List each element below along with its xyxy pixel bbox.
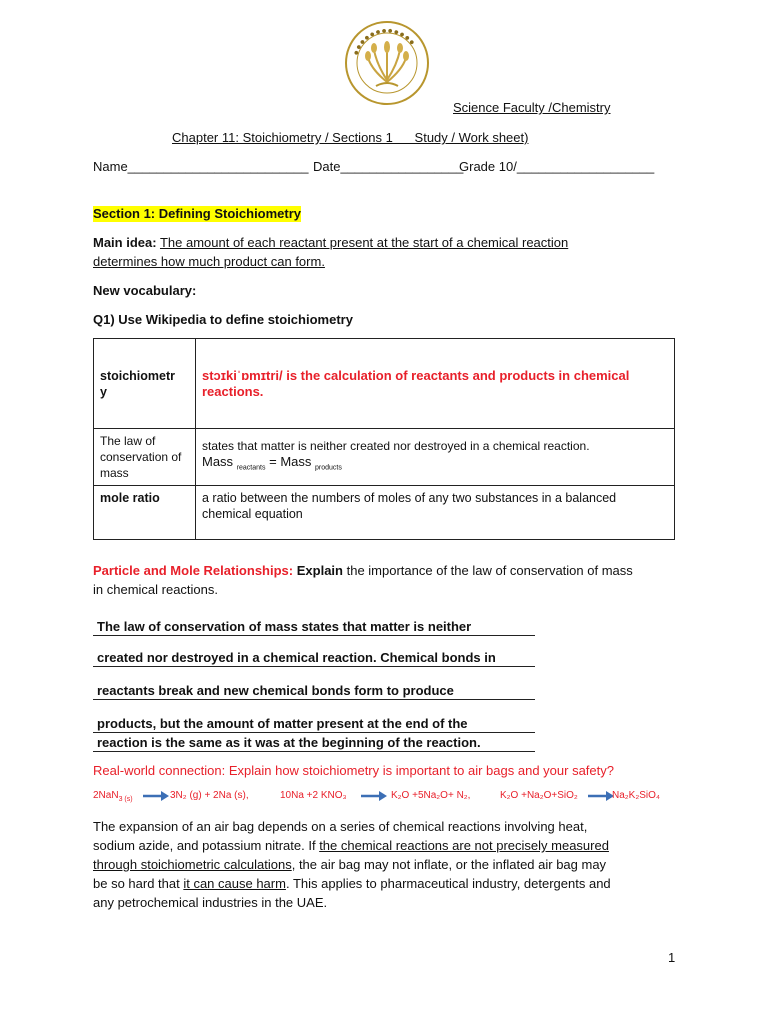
table-row [94,486,675,540]
answer-line: products, but the amount of matter present at the end of the [93,715,535,733]
paragraph-text: . This applies to pharmaceutical industry, detergents and [285,876,611,891]
particle-heading: Particle and Mole Relationships: [93,563,294,578]
table-row [94,339,675,429]
paragraph-text: be so hard that [93,876,184,891]
vocab-term: The law of conservation of mass [94,429,196,486]
eq1-reactant [93,790,133,803]
vocab-term: mole ratio [94,486,196,540]
eq3-reactant: K₂O +Na₂O+SiO₂ [500,790,578,801]
explain-word: Explain [296,563,343,578]
paragraph-text: , the air bag may not inflate, or the inflated air bag may [291,857,607,872]
question-1: Q1) Use Wikipedia to define stoichiometry [93,312,353,327]
vocab-term-line: stoichiometr [100,368,176,383]
reactants-subscript: reactants [236,464,266,472]
vocab-term-line: y [100,384,107,399]
arrow-icon [361,789,387,801]
particle-question-line1 [93,563,633,579]
eq1-formula: 2NaN [93,790,119,801]
vocab-definition: stɔɪkiˈɒmɪtri/ is the calculation of reactants and products in chemical reactions. [196,339,675,429]
main-idea [93,235,568,251]
particle-question-text: the importance of the law of conservation of mass [346,563,633,578]
vocab-table [93,338,675,540]
grade-field[interactable]: Grade 10/___________________ [459,159,655,174]
mass-equation [202,454,668,477]
paragraph-line [93,874,683,893]
vocab-definition: a ratio between the numbers of moles of any two substances in a balanced chemical equation [196,486,675,540]
eq1-product: 3N₂ (g) + 2Na (s), [170,790,249,801]
arrow-icon [143,789,169,801]
realworld-question: Real-world connection: Explain how stoichiometry is important to air bags and your safety? [93,763,614,778]
answer-line: reaction is the same as it was at the beginning of the reaction. [93,734,535,752]
eq2-reactant: 10Na +2 KNO₃ [280,790,347,801]
main-idea-label: Main idea: [93,235,157,250]
school-seal-icon [344,20,430,106]
paragraph-text: sodium azide, and potassium nitrate. If [93,838,320,853]
equals-mass: = Mass [269,453,312,469]
vocab-label: New vocabulary: [93,283,197,298]
chapter-heading: Chapter 11: Stoichiometry / Sections 1 Study / Work sheet) [172,130,529,145]
main-idea-text-1: The amount of each reactant present at the start of a chemical reaction [159,235,569,250]
section-title: Section 1: Defining Stoichiometry [93,206,302,221]
paragraph-line [93,836,683,855]
particle-question-line2: in chemical reactions. [93,582,218,597]
vocab-term [94,339,196,429]
paragraph-line: any petrochemical industries in the UAE. [93,895,328,910]
products-subscript: products [315,464,342,472]
paragraph-line: The expansion of an air bag depends on a series of chemical reactions involving heat, [93,819,588,834]
paragraph-underlined: the chemical reactions are not precisely measured [319,838,609,853]
paragraph-underlined: it can cause harm [183,876,286,891]
paragraph-line [93,855,683,874]
table-row [94,429,675,486]
name-field[interactable]: Name_________________________ [93,159,309,174]
eq1-subscript: 3 (s) [118,796,133,803]
paragraph-underlined: through stoichiometric calculations [93,857,292,872]
eq3-product: Na₂K₂SiO₄ [612,790,660,801]
answer-line: created nor destroyed in a chemical reaction. Chemical bonds in [93,649,535,667]
page-number: 1 [668,950,676,965]
svg-text:● ● ● ● ● ● ● ● ● ● ● ●: ● ● ● ● ● ● ● ● ● ● ● ● [353,27,416,56]
definition-line: states that matter is neither created nor destroyed in a chemical reaction. [202,438,590,453]
arrow-icon [588,789,614,801]
vocab-definition [196,429,675,486]
answer-line: The law of conservation of mass states that matter is neither [93,618,535,636]
main-idea-text-2: determines how much product can form. [93,254,325,269]
faculty-heading: Science Faculty /Chemistry [453,100,611,115]
school-logo [344,20,430,106]
mass-text: Mass [202,453,234,469]
answer-line: reactants break and new chemical bonds form to produce [93,682,535,700]
eq2-product: K₂O +5Na₂O+ N₂, [391,790,471,801]
airbag-paragraph [93,817,683,912]
date-field[interactable]: Date_________________ [313,159,464,174]
